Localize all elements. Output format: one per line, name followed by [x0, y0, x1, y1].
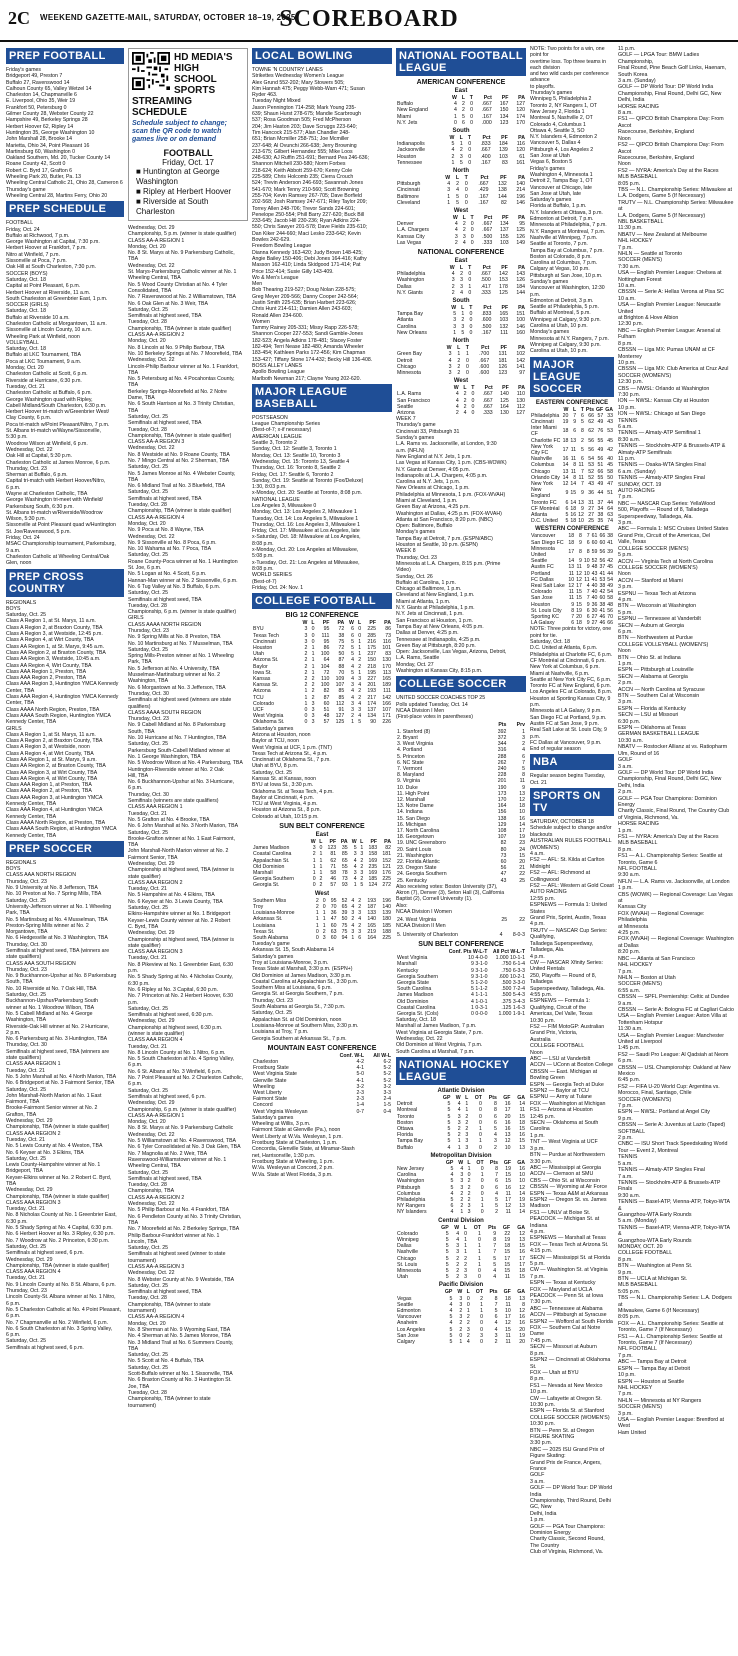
table-row: Glenville State 4-1 5-2 — [253, 1077, 391, 1084]
table-row: NY Islanders 4 1 3 0 2 11 14 — [397, 1209, 525, 1216]
qr-code-icon[interactable] — [132, 52, 170, 90]
table-row: Iowa St. 2 1 72 70 5 1 195 113 — [253, 669, 391, 676]
table-row: Marshall 1 1 58 78 3 3 169 176 — [253, 870, 391, 877]
column-6 — [618, 46, 734, 1652]
division-standings: GP W L OT Pts GF GA Colorado 5 4 0 1 9 22 12 Winnipeg 5 4 1 0 8 19 13 Dallas 5 3 1 1 7 18 15 Nashville 5 3 1 1 7 15 16 Chicago 5 2 2 1 5 17 17 St. Louis 5 2 2 1 5 15 17 Minnesota 5 2 3 0 4 15 18 Utah 5 2 3 0 4 11 15 — [397, 1224, 525, 1281]
table-row: Vancouver 18 8 7 61 66 38 — [531, 533, 613, 540]
table-row: Atlanta 3 2 0 .600 103 100 — [397, 317, 525, 324]
column-2 — [128, 46, 248, 1652]
table-row: West Virginia State 5-0 5-2 — [253, 1071, 391, 1078]
table-row: Philadelphia 4 2 0 .667 142 143 — [397, 271, 525, 278]
page-header — [0, 0, 738, 42]
section-title: MAJOR LEAGUE BASEBALL — [252, 384, 392, 412]
division-heading: East — [454, 88, 468, 94]
table-row: Tennessee 1 5 0 .167 83 161 — [397, 159, 525, 166]
table-row: 24. Georgia Southern 47 22 — [397, 871, 525, 878]
table-row: San Francisco 4 2 0 .667 125 130 — [397, 397, 525, 404]
table-row: Vegas 5 3 0 2 8 18 13 — [397, 1295, 525, 1302]
division-heading: South — [452, 298, 470, 305]
sunbelt-schedule: Tuesday's game Arkansas St. 15, South Alabama 14 Saturday's games Troy at Louisiana-Monroe, 3 p.m. Texas State at Marshall, 3:30 p.m. (ESPN+) Old Dominion at James Madison, 3:30 p.m. Coastal Carolina at Appalachian St., 3:30 p.m. Southern Miss at Louisiana, 6 p.m. Georgia St. at Georgia Southern, 7 p.m. Thursday, Oct. 23 South Alabama at Georgia St., 7:30 p.m. Saturday, Oct. 25 Appalachian St. at Old Dominion, noon Louisiana-Monroe at Southern Miss, 3:30 p.m. Louisiana at Troy, 7 p.m. Georgia Southern at Arkansas St., 7 p.m. — [252, 941, 359, 1042]
table-row: N.Y. Jets 0 6 0 .000 123 170 — [397, 119, 525, 126]
table-row: Anaheim 4 2 2 0 4 12 16 — [397, 1320, 525, 1327]
nhl-east-standings — [396, 1088, 526, 1216]
division-standings: W L T Pct PF PA Pittsburgh 4 2 0 .667 132 140 Cincinnati 3 4 0 .429 138 214 Baltimore 1 5 0 .167 144 196 Cleveland 1 5 0 .167 82 146 — [397, 175, 525, 206]
table-row: Georgia State 5 1-2-0 .500 3-3-0 — [397, 979, 525, 986]
table-row: West Liberty 2-3 3-3 — [253, 1090, 391, 1097]
prep-football-results: Friday's games Bridgeport 49, Preston 7 Buffalo 27, Ravenswood 14 Calhoun County 65, Valley Wetzel 14 Charleston 14, Chapmanville 6 E. Liverpool, Ohio 35, Weir 19 Frankfort 50, Petersburg 0 Gilmer County 28, Webster County 22 Hampshire 49, Berkeley Springs 28 Herbert Hoover 62, Ripley 14 Huntington 35, George Washington 10 John Marshall 28, Brooke 14 Marietta, Ohio 34, Point Pleasant 16 Martinsburg 60, Washington 0 Oakland Southern, Md. 20, Tucker County 14 Roane County 42, Scott 0 Robert C. Byrd 17, Grafton 6 Wheeling Park 20, Butler, Pa. 13 Wheeling Central Catholic 21, Ohio 28, Cameron 6 Thursday's game Wheeling Central 28, Martins Ferry, Ohio 20 — [6, 67, 123, 199]
table-row: Fairmont State 2-3 2-4 — [253, 1096, 391, 1103]
soccer-poll-d2: NCAA Division II Men — [396, 923, 446, 930]
table-row: San Jose 5 0 2 3 3 11 19 — [397, 1332, 525, 1339]
standings-heading: BIG 12 CONFERENCE — [285, 612, 359, 620]
table-row: Kansas St. 2 2 100 107 3 4 201 189 — [253, 682, 391, 689]
table-row: NY Rangers 6 2 3 1 5 12 13 — [397, 1203, 525, 1210]
table-row: West Virginia Wesleyan 0-7 0-4 — [253, 1108, 391, 1115]
division-standings: GP W L OT Pts GF GA New Jersey 5 4 1 0 8 19 16 Carolina 4 3 0 1 7 15 10 Washington 5 3 2 0 6 15 10 Pittsburgh 5 3 2 0 6 16 12 Columbus 4 2 2 0 4 11 14 Philadelphia 5 2 2 1 5 17 19 NY Rangers 6 2 3 1 5 12 13 NY Islanders 4 1 3 0 2 11 14 — [397, 1159, 525, 1216]
nfc-standings — [396, 258, 526, 416]
table-row: Arkansas St. 1 1 47 50 2 4 140 180 — [253, 916, 391, 923]
table-row: 6. NC State 262 7 — [397, 759, 525, 766]
division-heading: East — [454, 258, 468, 265]
table-row: Charleston 4-2 6-2 — [253, 1059, 391, 1066]
table-row: Atlanta 5 16 12 27 38 63 — [531, 512, 613, 518]
table-row: Wheeling 3-2 3-2 — [253, 1083, 391, 1090]
table-row: Chicago 13 11 7 52 66 58 — [531, 468, 613, 475]
table-row: Carolina 4 3 0 1 7 15 10 — [397, 1172, 525, 1179]
page-title: SCOREBOARD — [279, 6, 459, 32]
division-heading: Metropolitan Division — [430, 1152, 492, 1159]
table-row: Houston 2 1 86 72 5 1 175 101 — [253, 644, 391, 651]
table-row: 13. Notre Dame 164 18 — [397, 803, 525, 810]
column-1 — [6, 46, 124, 1652]
table-row: Charlotte FC 18 13 2 56 55 45 — [531, 437, 613, 444]
mls-schedule: NOTE: Three points for victory, one point for tie. Saturday, Oct. 18 D.C. United at Atlanta, 6 p.m. Philadelphia at Charlotte FC, 6 p.m. CF Montréal at Cincinnati, 6 p.m. New York at Columbus, 6 p.m. Miami at Nashville, 6 p.m. Seattle at New York City FC, 6 p.m. Toronto FC at New England, 6 p.m. Los Angeles FC at Colorado, 8 p.m. Houston at Sporting Kansas City, 9 p.m. Minnesota at LA Galaxy, 9 p.m. San Diego FC at Portland, 9 p.m. Austin FC at San Jose, 9 p.m. Real Salt Lake at St. Louis City, 9 p.m. FC Dallas at Vancouver, 9 p.m. End of regular season — [530, 626, 613, 753]
table-row: UCF 0 3 51 91 3 3 137 107 — [253, 707, 391, 713]
table-row: Montreal 5 4 1 0 8 17 11 — [397, 1107, 525, 1114]
table-row: Baylor 2 1 104 88 4 2 218 170 — [253, 663, 391, 670]
section-title: SPORTS ON TV — [530, 788, 614, 816]
section-title: MAJOR LEAGUE SOCCER — [530, 357, 614, 397]
table-row: Texas St. 0 2 63 75 3 3 219 188 — [253, 928, 391, 935]
division-heading: West — [453, 378, 469, 385]
table-row: Detroit 5 4 1 0 8 16 14 — [397, 1101, 525, 1108]
table-row: Louisiana 1 1 60 75 4 2 165 185 — [253, 922, 391, 929]
table-row: 15. San Diego 138 16 — [397, 815, 525, 822]
table-row: 24. West Virginia 25 22 — [397, 917, 525, 924]
table-row: Arizona 1 2 82 85 4 2 193 111 — [253, 688, 391, 695]
section-title: NATIONAL FOOTBALL LEAGUE — [396, 48, 526, 76]
table-row: Pittsburgh 5 3 2 0 6 16 12 — [397, 1184, 525, 1191]
table-row: Nashville 5 3 1 1 7 15 16 — [397, 1249, 525, 1256]
table-row: Minnesota United 17 8 8 59 56 39 — [531, 545, 613, 559]
table-row: 12. Marshall 170 12 — [397, 796, 525, 803]
table-row: Cincinnati 3 4 0 .429 138 214 — [397, 187, 525, 194]
section-title: COLLEGE FOOTBALL — [252, 593, 392, 609]
section-title: PREP CROSS COUNTRY — [6, 569, 124, 597]
standings-heading: SUN BELT CONFERENCE — [279, 823, 365, 831]
table-row: San Diego FC 18 9 6 60 60 41 — [531, 539, 613, 546]
table-row: 2. Bryant 372 3 — [397, 734, 525, 741]
table-row: Green Bay 3 1 1 .700 131 102 — [397, 351, 525, 358]
table-row: San Jose 11 15 7 40 60 58 — [531, 595, 613, 602]
column-4 — [396, 46, 526, 1652]
section-title: COLLEGE SOCCER — [396, 676, 526, 692]
promo-game[interactable]: ■ Huntington at George Washington — [136, 167, 220, 186]
table-row: Colorado 1 3 60 112 3 4 174 166 — [253, 700, 391, 707]
table-row: Jacksonville 4 2 0 .667 139 120 — [397, 147, 525, 154]
table-row: Colorado 11 15 7 40 42 54 — [531, 589, 613, 596]
table-row: Columbus 4 2 2 0 4 11 14 — [397, 1190, 525, 1197]
soccer-poll-intro: UNITED SOCCER COACHES TOP 25 Polls updated Tuesday, Oct. 14 NCAA Division I Men (First-place votes in parentheses) — [396, 695, 486, 721]
table-row: New England 4 2 0 .667 150 120 — [397, 107, 525, 114]
prep-schedule-text: FOOTBALL Friday, Oct. 24 Buffalo at Richwood, 7 p.m. George Washington at Capital, 7:30 p.m. Herbert Hoover at Frankfort, 7 p.m. Nitro at Winfield, 7 p.m. Sissonville at Poca, 7 p.m. Oak Hill at South Charleston, 7:30 p.m. SOCCER (BOYS) Saturday, Oct. 18 Capital at Point Pleasant, 6 p.m. Herbert Hoover at Riverside, 11 a.m. South Charleston at Greenbrier East, 1 p.m. SOCCER (GIRLS) Saturday, Oct. 18 Buffalo at Riverside 10 a.m. Charleston Catholic at Morgantown, 11 a.m. Sissonville at Lincoln County, 10 a.m. Wheeling Park at Winfield, noon VOLLEYBALL Saturday, Oct. 18 Buffalo at LKC Tournament, TBA Poca at LKC Tournament, 9 a.m. Monday, Oct. 20 Charleston Catholic at Scott, 6 p.m. Riverside at Hurricane, 6:30 p.m. Tuesday, Oct. 21 Charleston Catholic at Buffalo, 6 p.m. George Washington quad with Ripley, Cabell Midland/South Charleston, 6:30 p.m. Herbert Hoover tri-match w/Greenbrier West/ Clay County, 6 p.m. Poca tri-match w/Point Pleasant/Nitro, 7 p.m. St. Albans tri-match w/Wayne/Sissonville, 5:30 p.m. Woodrow Wilson at Winfield, 6 p.m. Wednesday, Oct. 22 Oak Hill at Capital, 5:30 p.m. Charleston Catholic at James Monroe, 6 p.m. Thursday, Oct. 23 Sherman at Buffalo, 6 p.m. Capital tri-match with Herbert Hoover/Nitro, 6 p.m. Wayne at Charleston Catholic, TBA George Washington tri-meet with Winfield/ Parkersburg South, 6:30 p.m. St. Albans tri-match w/Riverside/Woodrow Wilson, 5:30 p.m. Sissonville at Point Pleasant quad w/Huntington St. Joe/Ravenswood, 5 p.m. Friday, Oct. 24 MSAC Championship tournament, Parkersburg, 9 a.m. Charleston Catholic at Wheeling Central/Oak Glen, noon — [6, 220, 116, 567]
table-row: Colorado 5 4 0 1 9 22 12 — [397, 1230, 525, 1237]
nfl-schedule: WEEK 7 Thursday's game Cincinnati 33, Pittsburgh 31 Sunday's games L.A. Rams vs. Jacksonville, at London, 9:30 a.m. (NFLN) New England at N.Y. Jets, 1 p.m. Las Vegas at Kansas City, 1 p.m. (CBS-WOWK) N.Y. Giants at Denver, 4:05 p.m. Indianapolis at L.A. Chargers, 4:05 p.m. Carolina at N.Y. Jets, 1 p.m. New Orleans at Chicago, 1 p.m. Philadelphia at Minnesota, 1 p.m. (FOX-WVAH) Miami at Cleveland, 1 p.m. Green Bay at Arizona, 4:25 p.m. Washington at Dallas, 4:25 p.m. (FOX-WVAH) Atlanta at San Francisco, 8:20 p.m. (NBC) Open: Baltimore, Buffalo Monday's games Tampa Bay at Detroit, 7 p.m. (ESPN/ABC) Houston at Seattle, 10 p.m. (ESPN) WEEK 8 Thursday, Oct. 23 Minnesota at L.A. Chargers, 8:15 p.m. (Prime Video) Sunday, Oct. 26 Buffalo at Carolina, 1 p.m. Chicago at Baltimore, 1 p.m. Cleveland at New England, 1 p.m. Miami at Atlanta, 1 p.m. N.Y. Giants at Philadelphia, 1 p.m. N.Y. Jets at Cincinnati, 1 p.m. San Francisco at Houston, 1 p.m. Tampa Bay at New Orleans, 4:05 p.m. Dallas at Denver, 4:25 p.m. Tennessee at Indianapolis, 4:25 p.m. Green Bay at Pittsburgh, 8:20 p.m. Open: Jacksonville, Las Vegas, Arizona, Detroit, L.A. Rams, Seattle Monday, Oct. 27 Washington at Kansas City, 8:15 p.m. — [396, 416, 507, 674]
sunbelt-east-standings: W L PF PA W L PF PA James Madison 3 0 123 35 5 1 183 82 Coastal Carolina 2 1 81 85 3 3 158 181 Appalachian St. 1 1 62 65 4 2 169 152 Old Dominion 1 1 71 55 4 2 235 121 Marshall 1 1 58 78 3 3 169 176 Georgia Southern 0 2 46 73 4 2 185 225 Georgia St. 0 2 57 93 1 5 124 272 — [253, 839, 391, 889]
table-row: Chicago 3 2 0 .600 126 141 — [397, 363, 525, 370]
table-row: James Madison 3 0 123 35 5 1 183 82 — [253, 845, 391, 852]
table-row: Concord 1-4 1-5 — [253, 1102, 391, 1109]
table-row: Seattle 14 9 10 52 56 42 — [531, 558, 613, 565]
table-row: Georgia St. 0 2 57 93 1 5 124 272 — [253, 882, 391, 889]
table-row: West Virginia 0 3 48 127 2 4 134 171 — [253, 713, 391, 720]
table-row: Boston 5 3 2 0 6 16 18 — [397, 1119, 525, 1126]
division-standings: W L T Pct PF PA Tampa Bay 5 1 0 .833 165 151 Atlanta 3 2 0 .600 103 100 Carolina 3 3 0 .500 132 146 New Orleans 1 5 0 .167 111 160 — [397, 305, 525, 336]
dateline: WEEKEND GAZETTE-MAIL, SATURDAY, OCTOBER 18–19, 2025 — [40, 13, 296, 22]
table-row: Minnesota 3 2 0 .600 123 97 — [397, 369, 525, 376]
division-heading: Central Division — [438, 1217, 484, 1224]
table-row: L.A. Rams 4 2 0 .667 140 110 — [397, 391, 525, 398]
column-5 — [530, 46, 614, 1652]
soccer-poll-table: Pts Prv 1. Stanford (8) 392 1 2. Bryant 372 3 3. West Virginia 344 2 4. Portland 316 4 5. Princeton 288 6 6. NC State 262 7 7. Vermont 240 5 8. Maryland 228 8 9. Virginia 201 11 10. Duke 190 9 11. High Point 173 13 12. Marshall 170 12 13. Notre Dame 164 18 14. Indiana 156 10 15. San Diego 138 16 16. Michigan 129 14 17. North Carolina 108 17 18. Georgetown 107 19 19. UNC Greensboro 82 23 20. Saint Louis 80 24 21. Washington 73 15 22. Florida Atlantic 60 20 23. Oregon State 56 21 24. Georgia Southern 47 22 25. Kentucky 43 25 — [397, 722, 525, 884]
division-heading: North — [453, 338, 469, 345]
table-row: Cleveland 1 5 0 .167 82 146 — [397, 199, 525, 206]
section-title: PREP FOOTBALL — [6, 48, 124, 64]
table-row: Philadelphia 20 7 6 66 57 33 — [531, 412, 613, 419]
section-title: LOCAL BOWLING — [252, 48, 392, 64]
big12-standings: W L PF PA W L PF PA BYU 3 0 95 72 6 0 225 86 Texas Tech 3 0 111 38 6 0 285 73 Cincinnati 3 0 95 75 5 1 216 116 Houston 2 1 86 72 5 1 175 101 Utah 2 1 100 50 5 1 237 83 Arizona St. 2 1 64 87 4 2 150 130 Baylor 2 1 104 88 4 2 218 170 Iowa St. 2 1 72 70 5 1 195 113 Kansas 2 2 110 109 4 3 227 165 Kansas St. 2 2 100 107 3 4 201 189 Arizona 1 2 82 85 4 2 193 111 TCU 1 2 87 85 4 2 217 142 Colorado 1 3 60 112 3 4 174 166 UCF 0 3 51 91 3 3 137 107 West Virginia 0 3 48 127 2 4 134 171 Oklahoma St. 0 3 57 125 1 5 90 226 — [253, 620, 391, 726]
table-row: Washington 5 3 2 0 6 15 10 — [397, 1178, 525, 1185]
division-standings: W L T Pct PF PA Indianapolis 5 1 0 .833 184 116 Jacksonville 4 2 0 .667 139 120 Houston 2 3 0 .400 103 61 Tennessee 1 5 0 .167 83 161 — [397, 135, 525, 166]
table-row: Ottawa 5 2 2 1 5 16 15 — [397, 1125, 525, 1132]
table-row: West Virginia 10 4-0-0 1.000 10-1-1 — [397, 955, 525, 962]
table-row: Denver 4 2 0 .667 134 95 — [397, 221, 525, 228]
table-row: Florida 5 2 3 0 4 13 16 — [397, 1132, 525, 1139]
table-row: 5. University of Charleston 4 8-0-3 — [397, 931, 525, 938]
table-row: Toronto FC 6 14 13 31 37 44 — [531, 499, 613, 506]
table-row: Old Dominion 1 1 71 55 4 2 235 121 — [253, 863, 391, 870]
table-row: N.Y. Giants 2 4 0 .333 125 144 — [397, 289, 525, 296]
mls-west-standings — [530, 533, 614, 626]
table-row: Tampa Bay 5 1 0 .833 165 151 — [397, 311, 525, 318]
mlb-postseason-text: POSTSEASON League Championship Series (Best-of-7; x-if necessary) AMERICAN LEAGUE Seattle 3, Toronto 2 Sunday, Oct. 12: Seattle 3, Toronto 1 Monday, Oct. 13: Seattle 10, Toronto 3 Wednesday, Oct. 15: Toronto 13, Seattle 4 Thursday, Oct. 16: Toronto 8, Seattle 2 Friday, Oct. 17: Seattle 6, Toronto 2 Sunday, Oct. 19: Seattle at Toronto (Fox/Deluxe) 1:30, 8:03 p.m. x-Monday, Oct. 20: Seattle at Toronto, 8:08 p.m. NATIONAL LEAGUE Los Angeles 3, Milwaukee 0 Monday, Oct. 13: Los Angeles 2, Milwaukee 1 Tuesday, Oct. 14: Los Angeles 5, Milwaukee 1 Thursday, Oct. 16: Los Angeles 3, Milwaukee 1 Friday, Oct. 17: Milwaukee at Los Angeles, late x-Saturday, Oct. 18: Milwaukee at Los Angeles, 8:08 p.m. x-Monday, Oct. 20: Los Angeles at Milwaukee, 5:08 p.m. x-Tuesday, Oct. 21: Los Angeles at Milwaukee, 8:08 p.m. WORLD SERIES (Best-of-7) Friday, Oct. 24: Nov. 1 — [252, 414, 364, 591]
table-row: 1. Stanford (8) 392 1 — [397, 728, 525, 735]
columns — [0, 46, 738, 1652]
table-row: Toronto 5 3 2 0 6 20 15 — [397, 1113, 525, 1120]
table-row: Pittsburgh 4 2 0 .667 132 140 — [397, 181, 525, 188]
table-row: Oklahoma St. 0 3 57 125 1 5 90 226 — [253, 719, 391, 726]
table-row: Austin FC 13 11 9 48 37 45 — [531, 564, 613, 571]
table-row: 7. Vermont 240 5 — [397, 765, 525, 772]
table-row: Seattle 4 3 0 1 7 11 8 — [397, 1301, 525, 1308]
table-row: Seattle 4 2 0 .667 164 112 — [397, 403, 525, 410]
table-row: Baltimore 1 5 0 .167 144 196 — [397, 193, 525, 200]
division-heading: South — [452, 128, 470, 135]
table-row: Utah 5 2 3 0 4 11 15 — [397, 1274, 525, 1281]
table-row: 18. Georgetown 107 19 — [397, 834, 525, 841]
division-heading: Pacific Division — [438, 1282, 484, 1289]
section-title: PREP SOCCER — [6, 841, 124, 857]
table-row: Arizona St. 2 1 64 87 4 2 150 130 — [253, 657, 391, 664]
table-row: 10. Duke 190 9 — [397, 784, 525, 791]
table-row: Georgia Southern 9 3-1-0 .600 10-2-1 — [397, 973, 525, 980]
local-bowling-text: TOWNE 'N COUNTRY LANES Strikettes Wednesday Women's League Alex Grund 552-202; Mary Stowers 505; Kim Hannah 475; Peggy Webb-Warn 471; Susan Ryder 463. Tuesday Night Mixed Jason Pennington 714-258; Mark Young 235- 639; Shaun Hurst 278-675; Mandie Scarbrough 537; Rosa Goodman 505; Fred McPherson 204; Jim Haston 203; Dave Scruggs 223-640; Tim Hancock 215-577; Alan Chandler 248- 651; Brian Mcmiller 258-751; Joe Mcmiller 237-648; Al Ovunchi 266-638; Jerry Browning 213-675; Gilbert Hernandez 555; Mike Loos 248-630; AJ Ruffin 251-691; Bernard Pea 246-636; Shannon Mitchell 230-580; Norm Forbes 218-624; Keith Abbott 259-670; Kenny Cole 225-589; Chris Holcomb 235; Cierra Crouch 524; Trevin Anderson 246-693; Savannah Jones 541-670; Mark Tenny 210-560; Scott Browning 255-704; Kevin Ramsey 267-705; Dave Borfield 202-568; Josh Ramsey 247-671; Riley Taylor 209; Torrey Allen 248-706; Trevor Sands 224-601; Penelope 250-554; Phill Barry 227-620; Buck Bill 233-645; Jacob Hill 230-236; Ryan Adkins 224- 550; Chris Sawyer 201-578; Dave Fields 235-610; Dan Kiker 244-660; Maci Lesko 233-642; Kevin Bowles 242-629. Freedom Bowling League Dianna Kennedy 163-420; Judy Brown 148-425; Angie Bailey 150-406; Debi Jones 164-416; Kathy Masson 162-410; Linda Skidgood 171-414; Pat Price 152-414; Susie Gilly 143-409. Wo & Men's League Men Bob Thearing 219-527; Doug Nolan 228-575; Greg Meyer 209-566; Danny Cooper 242-564; Justin Smith 225-635; Brian Harbert 223-626; Chris Hunt 214-611; Damien Allen 243-603; Ronald Allen 234-600. Women Tammy Rainey 205-331; Missy Rapp 226-578; Shannon Cooper 227-553; Sandi Gamble-Jones 182-523; Angela Adkins 178-481; Stacey Foster 182-494; Terri Nease 182-480; Amanda Wheeler 183-454; Kathleen Parks 172-456; Kim Chapman 153-427; Tiffany Stone 174-432; Becky Hill 136-408. BOSS ALLEY LANES Apollo Bowling League Marlboth Newman 217; Clayne Young 202-620. — [252, 67, 373, 382]
table-row: New England 9 15 9 36 44 51 — [531, 487, 613, 500]
division-standings: GP W L OT Pts GF GA Vegas 5 3 0 2 8 18 13 Seattle 4 3 0 1 7 11 8 Edmonton 4 2 1 1 5 10 12 Vancouver 5 3 2 0 6 17 16 Anaheim 4 2 2 0 4 12 16 Los Angeles 5 2 3 0 4 15 20 San Jose 5 0 2 3 3 11 19 Calgary 5 1 4 0 2 11 20 — [397, 1289, 525, 1346]
table-row: Real Salt Lake 12 17 4 40 38 49 — [531, 583, 613, 590]
table-row: Los Angeles 5 2 3 0 4 15 20 — [397, 1326, 525, 1333]
table-row: 19. UNC Greensboro 82 23 — [397, 840, 525, 847]
table-row: Columbus 14 8 11 53 51 45 — [531, 462, 613, 469]
table-row: Carolina 3 3 0 .500 132 146 — [397, 323, 525, 330]
college-soccer-schedule: Saturday, Oct. 18 Marshall at James Madison, 7 p.m. West Virginia at Georgia State, 7 p.m. Wednesday, Oct. 22 Old Dominion at West Virginia, 7 p.m. South Carolina at Marshall, 7 p.m. — [396, 1017, 483, 1055]
standings-heading: MOUNTAIN EAST CONFERENCE — [267, 1044, 377, 1052]
division-standings: W L T Pct PF PA L.A. Rams 4 2 0 .667 140 110 San Francisco 4 2 0 .667 125 130 Seattle 4 2 0 .667 164 112 Arizona 2 4 0 .333 130 127 — [397, 385, 525, 416]
promo-game[interactable]: ■ Riverside at South Charleston — [136, 197, 209, 216]
table-row: Sporting KC 7 20 6 27 46 70 — [531, 614, 613, 621]
table-row: James Madison 4 1-1-1 .500 5-4-3 — [397, 992, 525, 999]
table-row: Edmonton 4 2 1 1 5 10 12 — [397, 1308, 525, 1315]
table-row: Winnipeg 5 4 1 0 8 19 13 — [397, 1237, 525, 1244]
table-row: 11. High Point 173 13 — [397, 790, 525, 797]
soccer-poll-d2-table — [396, 932, 526, 938]
table-row: Orlando City 14 8 11 52 55 50 — [531, 474, 613, 481]
table-row: Georgia Southern 0 2 46 73 4 2 185 225 — [253, 876, 391, 883]
standings-heading: SUN BELT CONFERENCE — [418, 940, 504, 948]
table-row: 21. Washington 73 15 — [397, 852, 525, 859]
conference-heading: AMERICAN CONFERENCE — [416, 79, 506, 86]
table-row: Philadelphia 5 2 2 1 5 17 19 — [397, 1197, 525, 1204]
prep-cross-country-text: REGIONALS BOYS Saturday, Oct. 25 Class A Region 1, at St. Marys, 11 a.m. Class A Region 2, at Braxton County, TBA Class A Region 3, at Westside, 12:45 p.m. Class A Region 4, at Wirt County, TBA Class AA Region 1, at St. Marys, 9:45 a.m. Class AA Region 2, at Braxton County, TBA Class AA Region 3, Westside, 10:45 a.m. Class AA Region 4, Wirt County, TBA Class AAA Region 1, Preston, TBA Class AAA Region 2, Preston, TBA Class AAA Region 3, Huntington YMCA Kennedy Center, TBA Class AAA Region 4, Huntington YMCA Kennedy Center, TBA Class AAAA North Region, Preston, TBA Class AAAA South Region, Huntington YMCA Kennedy Center, TBA GIRLS Class A Region 1, at St. Marys, 11 a.m. Class A Region 2, at Braxton County, TBA Class A Region 3, at Westside, noon Class A Region 4, at Wirt County, TBA Class AA Region 1, at St. Marys, 9 a.m. Class AA Region 2, at Braxton County, TBA Class AA Region 3, at Wirt County, TBA Class AA Region 4, at Wirt County, TBA Class AAA Region 1, at Preston, TBA Class AAA Region 2, at Preston, TBA Class AAA Region 3, at Huntington YMCA Kennedy Center, TBA Class AAA Region 4, at Huntington YMCA Kennedy Center, TBA Class AAAA North Region, at Preston, TBA Class AAAA South Region, at Huntington YMCA Kennedy Center, TBA — [6, 599, 119, 839]
prep-soccer-continued: Wednesday, Oct. 29 Championship, 5 p.m. (winner is state qualifier) CLASS AA-A REGION 1 Monday, Oct. 20 No. 8 St. Marys at No. 9 Parkersburg Catholic, TBA Wednesday, Oct. 22 St. Marys-Parkersburg Catholic winner at No. 1 Wheeling Central, TBA No. 5 Wood County Christian at No. 4 Tyler Consolidated, TBA No. 7 Ravenswood at No. 2 Williamstown, TBA No. 6 Oak Glen at No. 3 Weir, TBA Saturday, Oct. 25 Semifinals at highest seed, TBA Tuesday, Oct. 28 Championship, TBA (winner is state qualifier) CLASS AA-A REGION 2 Monday, Oct. 20 No. 8 Lincoln at No. 9 Philip Barbour, TBA No. 10 Berkeley Springs at No. 7 Moorefield, TBA Wednesday, Oct. 22 Lincoln-Philip Barbour winner at No. 1 Frankfort, TBA No. 5 Petersburg at No. 4 Pocahontas County, TBA Berkeley Springs-Moorefield at No. 2 Notre Dame, TBA No. 6 South Harrison at No. 3 Trinity Christian, TBA Saturday, Oct. 25 Semifinals at highest seed, TBA Tuesday, Oct. 28 Championship, TBA (winner is state qualifier) CLASS AA-A REGION 3 Wednesday, Oct. 22 No. 8 Westside at No. 9 Roane County, TBA No. 7 Mingo Central at No. 2 Sherman, TBA Saturday, Oct. 25 No. 5 James Monroe at No. 4 Webster County, TBA No. 6 Midland Trail at No. 3 Bluefield, TBA Saturday, Oct. 25 Semifinals at highest seed, TBA Tuesday, Oct. 28 Championship, TBA (winner is state qualifier) CLASS AA-A REGION 4 Monday, Oct. 20 No. 9 Poca at No. 8 Wayne, TBA Wednesday, Oct. 22 No. 9 Sissonville at No. 8 Poca, 6 p.m. No. 10 Wahama at No. 7 Poca, TBA Saturday, Oct. 25 Roane County-Poca winner at No. 1 Huntington St. Joe, 6 p.m. No. 5 Logan at No. 4 Scott, 6 p.m. Hannan-Man winner at No. 2 Sissonville, 6 p.m. No. 6 Tug Valley at No. 3 Buffalo, 6 p.m. Saturday, Oct. 25 Semifinals at highest seed, TBA Tuesday, Oct. 28 Championship, 6 p.m. (winner is state qualifier) GIRLS CLASS AAAA NORTH REGION Thursday, Oct. 23 No. 9 Spring Mills at No. 8 Preston, TBA No. 10 Martinsburg at No. 7 Musselman, TBA Saturday, Oct. 25 Spring Mills-Preston winner at No. 1 Wheeling Park, TBA No. 5 Jefferson at No. 4 University, TBA Musselman-Martinsburg winner at No. 2 Washington, TBA No. 6 Morgantown at No. 3 Jefferson, TBA Thursday, Oct. 30 Semifinals at highest seed (winners are state qualifiers) CLASS AAAA SOUTH REGION Thursday, Oct. 23 No. 9 Cabell Midland at No. 8 Parkersburg South, TBA No. 10 Hurricane at No. 7 Huntington, TBA Saturday, Oct. 25 Parkersburg South-Cabell Midland winner at No. 1 George Washington, TBA No. 5 Woodrow Wilson at No. 4 Parkersburg, TBA Huntington-Riverside winner at No. 2 Oak Hill, TBA No. 6 Buckhannon-Upshur at No. 3 Hurricane, 6 p.m. Thursday, Oct. 30 Semifinals (winners are state qualifiers) CLASS AAA REGION 1 Tuesday, Oct. 21 No. 5 Grafton at No. 4 Brooke, TBA No. 6 John Marshall at No. 3 North Marion, TBA Saturday, Oct. 25 Brooke-Grafton winner at No. 1 East Fairmont, TBA John Marshall-North Marion winner at No. 2 Fairmont Senior, TBA Wednesday, Oct. 29 Championship at highest seed, TBA (winner is state qualifier) CLASS AAA REGION 2 Tuesday, Oct. 21 No. 5 Hampshire at No. 4 Elkins, TBA No. 6 Keyser at No. 3 Lewis County, TBA Saturday, Oct. 25 Elkins-Hampshire winner at No. 1 Bridgeport Keyser-Lewis County winner at No. 2 Robert C. Byrd, TBA Wednesday, Oct. 29 Championship at highest seed, TBA (winner is state qualifier) CLASS AAA REGION 3 Tuesday, Oct. 21 No. 8 Pikeview at No. 1 Greenbrier East, 6:30 p.m. No. 5 Shady Spring at No. 4 Nicholas County, 6:30 p.m. No. 6 Ripley at No. 3 Capital, 6:30 p.m. No. 7 Princeton at No. 2 Herbert Hoover, 6:30 p.m. Saturday, Oct. 25 Semifinals at highest seed, 6:30 p.m. Wednesday, Oct. 29 Championship at highest seed, 6:30 p.m. (winner is state qualifier) CLASS AAA REGION 4 Tuesday, Oct. 21 No. 8 Lincoln County at No. 1 Nitro, 6 p.m. No. 5 South Charleston at No. 4 Spring Valley, 6 p.m. No. 6 St. Albans at No. 3 Winfield, 6 p.m. No. 7 Point Pleasant at No. 2 Charleston Catholic, 6 p.m. Saturday, Oct. 25 Semifinals at highest seed, 6 p.m. Wednesday, Oct. 29 Championship, 6 p.m. (winner is state qualifier) CLASS AA-A REGION 1 Monday, Oct. 20 No. 8 St. Marys at No. 9 Parkersburg Catholic Wednesday, Oct. 22 No. 5 Williamstown at No. 4 Ravenswood, TBA No. 6 Tyler Consolidated at No. 3 Oak Glen, TBA No. 7 Magnolia at No. 2 Weir, TBA Ravenswood-Williamstown winner at No. 1 Wheeling Central, TBA Saturday, Oct. 25 Semifinals at highest seed, TBA Tuesday, Oct. 28 Championship, TBA CLASS AA-A REGION 2 Wednesday, Oct. 22 No. 5 Philip Barbour at No. 4 Frankfort, TBA No. 6 Pendleton County at No. 3 Trinity Christian, TBA No. 7 Moorefield at No. 2 Berkeley Springs, TBA Philip Barbour-Frankfort winner at No. 1 Lincoln, TBA Saturday, Oct. 25 Semifinals at highest seed (winner to state tournament) CLASS AA-A REGION 3 Wednesday, Oct. 22 No. 8 Webster County at No. 9 Westside, TBA Saturday, Oct. 25 Semifinals at highest seed, TBA Tuesday, Oct. 28 Championship, TBA (winner to state tournament) CLASS AA-A REGION 4 Monday, Oct. 20 No. 8 Sherman at No. 9 Wyoming East, TBA No. 4 Sherman at No. 5 James Monroe, TBA No. 3 Midland Trail at No. 6 Summers County, TBA Saturday, Oct. 25 No. 5 Scott at No. 4 Buffalo, TBA Saturday, Oct. 25 Scott-Buffalo winner at No. 1 Sissonville, TBA No. 6 Braxton County at No. 3 Huntington St. Joe, TBA Tuesday, Oct. 28 Championship, TBA (winner to state tournament) — [128, 225, 244, 1409]
mec-schedule: Saturday's games Wheeling at Willis, 3 p.m. Fairmont State at Glenville (Pa.), noon West Liberty at W.Va. Wesleyan, 1 p.m. Frostburg State at Charleston, 1 p.m. Concordia, Glenville State, at Miramar-Stash net, Harrisonville, 1:30 p.m. Frostburg State at Wheeling, 1 p.m. W.Va. Wesleyan at Concord, 2 p.m. W.Va. State at West Florida, 3 p.m. — [252, 1114, 355, 1178]
division-heading: North — [453, 168, 469, 175]
page-number: 2C — [8, 8, 30, 28]
division-standings: W L T Pct PF PA Philadelphia 4 2 0 .667 142 143 Washington 3 3 0 .500 153 126 Dallas 2 3 1 .417 178 184 N.Y. Giants 2 4 0 .333 125 144 — [397, 265, 525, 296]
table-row: 4. Portland 316 4 — [397, 747, 525, 754]
table-row: 16. Michigan 129 14 — [397, 821, 525, 828]
table-row: Detroit 4 2 0 .667 181 142 — [397, 357, 525, 364]
conference-heading: NATIONAL CONFERENCE — [417, 249, 505, 257]
sunbelt-soccer-standings: Conf. Pts W-L-T All Pct W-L-T West Virginia 10 4-0-0 1.000 10-1-1 Marshall 9 3-1-0 .750 6-1-4 Kentucky 9 3-1-0 .750 6-3-3 Georgia Southern 9 3-1-0 .600 10-2-1 Georgia State 5 1-2-0 .500 3-3-0 South Carolina 5 1-1-2 .500 7-2-4 James Madison 4 1-1-1 .500 5-4-3 Old Dominion 4 1-0-1 .375 3-4-3 Coastal Carolina 1 0-3-1 .125 1-6-3 Georgia St. (Cols) 0 0-0-0 1.000 1-9-1 — [397, 948, 525, 1017]
table-row: CF Montréal 6 18 9 27 34 64 — [531, 505, 613, 512]
table-row: 9. Virginia 201 11 — [397, 778, 525, 785]
promo-heading: FOOTBALL — [163, 148, 213, 158]
division-standings: W L T Pct PF PA Green Bay 3 1 1 .700 131 102 Detroit 4 2 0 .667 181 142 Chicago 3 2 0 .600 126 141 Minnesota 3 2 0 .600 123 97 — [397, 345, 525, 376]
table-row: 8. Maryland 228 8 — [397, 772, 525, 779]
table-row: Utah 2 1 100 50 5 1 237 83 — [253, 651, 391, 658]
promo-subtitle: Schedule subject to change; scan the QR code to watch games live or on demand — [132, 120, 227, 143]
afc-standings — [396, 88, 526, 246]
table-row: Las Vegas 2 4 0 .333 103 149 — [397, 239, 525, 246]
table-row: Tampa Bay 5 1 3 1 3 12 15 — [397, 1138, 525, 1145]
table-row: Dallas 5 3 1 1 7 18 15 — [397, 1243, 525, 1250]
table-row: Cincinnati 3 0 95 75 5 1 216 116 — [253, 638, 391, 645]
table-row: FC Dallas 10 12 11 41 53 54 — [531, 576, 613, 583]
table-row: South Carolina 5 1-1-2 .500 7-2-4 — [397, 986, 525, 993]
mec-standings: Conf. W-L All W-L Charleston 4-2 6-2 Frostburg State 4-1 5-2 West Virginia State 5-0 5-2 Glenville State 4-1 5-2 Wheeling 3-2 3-2 West Liberty 2-3 3-3 Fairmont State 2-3 2-4 Concord 1-4 1-5 West Virginia Wesleyan 0-7 0-4 — [253, 1052, 391, 1115]
table-row: Louisiana-Monroe 1 1 36 39 3 3 133 139 — [253, 910, 391, 917]
big12-schedule: Saturday's games Arizona at Houston, noon Baylor at TCU, noon West Virginia at UCF, 1 p.m. (TNT) Texas Tech at Arizona St., 4 p.m. Cincinnati at Oklahoma St., 7 p.m. Utah at BYU, 8 p.m. Saturday, Oct. 25 Kansas St. at Kansas, noon BYU at Iowa St., 3:30 p.m. Oklahoma St. at Texas Tech, 4 p.m. Baylor at Cincinnati, 4 p.m. TCU at West Virginia, 4 p.m. Houston at Arizona St., 8 p.m. Colorado at Utah, 10:15 p.m. — [252, 725, 334, 820]
table-row: Marshall 9 3-1-0 .750 6-1-4 — [397, 961, 525, 968]
table-row: TCU 1 2 87 85 4 2 217 142 — [253, 694, 391, 701]
table-row: Miami 1 5 0 .167 134 174 — [397, 113, 525, 120]
table-row: Indianapolis 5 1 0 .833 184 116 — [397, 141, 525, 148]
promo-date: Friday, Oct. 17 — [162, 158, 214, 167]
table-row: Coastal Carolina 1 0-3-1 .125 1-6-3 — [397, 1004, 525, 1011]
section-title: NATIONAL HOCKEY LEAGUE — [396, 1057, 526, 1085]
division-standings: W L T Pct PF PA Buffalo 4 2 0 .667 167 127 New England 4 2 0 .667 150 120 Miami 1 5 0 .167 134 174 N.Y. Jets 0 6 0 .000 123 170 — [397, 95, 525, 126]
table-row: Southern Miss 2 0 95 52 4 2 193 196 — [253, 897, 391, 904]
division-heading: West — [453, 208, 469, 215]
promo-title: HD MEDIA'S HIGH SCHOOL SPORTS STREAMING SCHEDULE — [132, 52, 233, 118]
table-row: Dallas 2 3 1 .417 178 184 — [397, 283, 525, 290]
section-title: PREP SCHEDULE — [6, 201, 124, 217]
table-row: New York City FC 17 11 5 56 49 42 — [531, 443, 613, 456]
soccer-poll-notes: Also receiving votes: Boston University (37), Akron (7), Denver (3), Seton Hall (3), California Baptist (2), Cornell University (1). Also: NCAA Division I Women — [396, 883, 505, 915]
table-row: Troy 2 0 70 65 4 2 187 140 — [253, 903, 391, 910]
table-row: St. Louis City 8 19 6 30 41 56 — [531, 607, 613, 614]
table-row: 22. Florida Atlantic 60 20 — [397, 858, 525, 865]
conference-heading: WESTERN CONFERENCE — [535, 526, 609, 533]
table-row: Houston 2 3 0 .400 103 61 — [397, 153, 525, 160]
table-row: Old Dominion 4 1-0-1 .375 3-4-3 — [397, 998, 525, 1005]
streaming-promo — [128, 48, 248, 221]
table-row: D.C. United 5 18 10 25 35 74 — [531, 518, 613, 525]
table-row: Appalachian St. 1 1 62 65 4 2 169 152 — [253, 857, 391, 864]
table-row: Kansas City 3 3 0 .500 155 126 — [397, 233, 525, 240]
sunbelt-west-standings — [252, 898, 392, 941]
division-standings: GP W L OT Pts GF GA Detroit 5 4 1 0 8 16 14 Montreal 5 4 1 0 8 17 11 Toronto 5 3 2 0 6 20 15 Boston 5 3 2 0 6 16 18 Ottawa 5 2 2 1 5 16 15 Florida 5 2 3 0 4 13 16 Tampa Bay 5 1 3 1 3 12 15 Buffalo 4 1 3 0 2 10 13 — [397, 1094, 525, 1151]
table-row: 23. Oregon State 56 21 — [397, 865, 525, 872]
nba-note: Regular season begins Tuesday, Oct. 21 — [530, 773, 607, 786]
table-row: LA Galaxy 6 18 9 27 46 66 — [531, 620, 613, 627]
table-row: St. Louis 5 2 2 1 5 15 17 — [397, 1261, 525, 1268]
table-row: Georgia St. (Cols) 0 0-0-0 1.000 1-9-1 — [397, 1010, 525, 1017]
table-row: Frostburg State 4-1 5-2 — [253, 1065, 391, 1072]
table-row: BYU 3 0 95 72 6 0 225 86 — [253, 626, 391, 633]
table-row: New York 12 14 7 43 49 47 — [531, 480, 613, 487]
table-row: Washington 3 3 0 .500 153 126 — [397, 277, 525, 284]
table-row: L.A. Chargers 4 2 0 .667 137 125 — [397, 227, 525, 234]
sports-tv-listings-continued: 11 p.m. GOLF — LPGA Tour: BMW Ladies Championship, Final Round, Pine Beach Golf Links, Haenam, South Korea 3 a.m. (Sunday) GOLF — DP World Tour: DP World India Championship, Final Round, Delhi GC, New Delhi, India HORSE RACING 8 a.m. FS1 — QIPCO British Champions Day: From Ascot Racecourse, Berkshire, England Noon FS2 — QIPCO British Champions Day: From Ascot Racecourse, Berkshire, England Noon FS2 — NYRA: America's Day at the Races MLB BASEBALL 8:05 p.m. TBS — N.L. Championship Series: Milwaukee at L.A. Dodgers, Game 5 (If Necessary) TRUTV — N.L. Championship Series: Milwaukee at L.A. Dodgers, Game 5 (If Necessary) NBL BASKETBALL 11:30 p.m. NBATV — New Zealand at Melbourne NHL HOCKEY 7 p.m. NHLN — Seattle at Toronto SOCCER (MEN'S) 7:30 a.m. USA — English Premier League: Chelsea at Nottingham Forest 10 a.m. CBSSN — Serie A: Hellas Verona at Pisa SC 10 a.m. USA — English Premier League: Newcastle United at Brighton & Hove Albion 12:30 p.m. NBC — English Premier League: Arsenal at Fulham 8 p.m. CBSSN — Liga MX: Pumas UNAM at CF Monterrey 10 p.m. CBSSN — Liga MX: Club America at Cruz Azul SOCCER (WOMEN'S) 12:30 p.m. CBS — NWSL: Orlando at Washington 7:30 p.m. ION — NWSL: Kansas City at Houston 10 p.m. ION — NWSL: Chicago at San Diego TENNIS 6 a.m. TENNIS — Almaty-ATP Semifinal 1 8:30 a.m. TENNIS — Stockholm-ATP & Brussels-ATP & Almaty-ATP Semifinals 11 p.m. TENNIS — Osaka-WTA Singles Final 6 a.m. (Sunday) TENNIS — Almaty-ATP Singles Final SUNDAY, OCT. 19 AUTO RACING 7 p.m. NBC — NASCAR Cup Series: YellaWood 500, Playoffs — Round of 8, Talladega Superspeedway, Talladega, Ala. 3 p.m. ABC — Formula 1: MSC Cruises United States Grand Prix, Circuit of the Americas, Del Valle, Texas COLLEGE SOCCER (MEN'S) 5 p.m. ACCN — Virginia Tech at North Carolina COLLEGE SOCCER (WOMEN'S) Noon ACCN — Stanford at Miami 3 p.m. ESPNU — Texas Tech at Arizona 4 p.m. BTN — Wisconsin at Washington 5 p.m. ESPNU — Tennessee at Vanderbilt SECN — Auburn at Georgia 6 p.m. BTN — Northwestern at Purdue COLLEGE VOLLEYBALL (WOMEN'S) Noon BTN — Ohio St. at Indiana 1 p.m. ESPN — Pittsburgh at Louisville SECN — Alabama at Georgia 2 p.m. ACCN — North Carolina at Syracuse BTN — Southern Cal at Wisconsin 3 p.m. ESPN — Florida at Kentucky SECN — LSU at Missouri 6:30 p.m. ESPN — Oklahoma at Texas GERMAN BASKETBALL LEAGUE 10:30 a.m. NBATV — Rostocker Allianz at vs. Ratiopharm Ulm, Round of 16 GOLF 3 a.m. GOLF — DP World Tour: DP World India Championship, Final Round, Delhi GC, New Delhi, India 2 p.m. GOLF — PGA Tour Champions: Dominion Energy Charity Classic, Final Round, The Country Club of Virginia, Richmond, Va. HORSE RACING 1 p.m. FS1 — NYRA: America's Day at the Races MLB BASEBALL 8 p.m. FS1 — A.L. Championship Series: Seattle at Toronto, Game 6 NFL FOOTBALL 9:30 a.m. NFLN — L.A. Rams vs. Jacksonville, at London 1 p.m. CBS (WOWK) — Regional Coverage: Las Vegas at Kansas City FOX (WVAH) — Regional Coverage: Philadelphia at Minnesota 4:25 p.m. FOX (WVAH) — Regional Coverage: Washington at Dallas 8:20 p.m. NBC — Atlanta at San Francisco NHL HOCKEY 7 p.m. NHLN — Boston at Utah SOCCER (MEN'S) 6:55 a.m. CBSSN — SPFL Premiership: Celtic at Dundee 9 a.m. CBSSN — Serie A: Bologna FC at Cagliari Calcio USA — English Premier League: Aston Villa at Tottenham Hotspur 11:30 a.m. USA — English Premier League: Manchester United at Liverpool 1:45 p.m. FS2 — Saudi Pro League: Al Qadsiah at Neom 6 p.m. CBSSN — USL Championship: Oakland at New Mexico 6:45 p.m. FS2 — FIFA U-20 World Cup: Argentina vs. Morocco, Final, Santiago, Chile SOCCER (WOMEN'S) 7 p.m. ESPN — NWSL: Portland at Angel City 9 p.m. CBSSN — Serie A: Juventus at Lazio (Taped) SOFTBALL 2 p.m. CNBC — ISU Short Track Speedskating World Tour — Event 2, Montreal TENNIS 5 a.m. TENNIS — Almaty-ATP Singles Final 7 a.m. TENNIS — Stockholm-ATP & Brussels-ATP Finals 9:30 a.m. TENNIS — Basel-ATP, Vienna-ATP, Tokyo-WTA & Guangzhou-WTA Early Rounds 5 a.m. (Monday) TENNIS — Basel-ATP, Vienna-ATP, Tokyo-WTA & Guangzhou-WTA Early Rounds MONDAY, OCT. 20 COLLEGE FOOTBALL 8 p.m. BTN — Washington at Penn St. 9 p.m. BTN — UCLA at Michigan St. MLB BASEBALL 5:05 p.m. TBS — N.L. Championship Series: L.A. Dodgers at Milwaukee, Game 6 (If Necessary) 8:05 p.m. FOX — A.L. Championship Series: Seattle at Toronto, Game 7 (If Necessary) FS1 — A.L. Championship Series: Seattle at Toronto, Game 7 (If Necessary) NFL FOOTBALL 7 p.m. ABC — Tampa Bay at Detroit ESPN — Tampa Bay at Detroit 10 p.m. ESPN — Houston at Seattle NHL HOCKEY 7 p.m. NHLN — Minnesota at NY Rangers SOCCER (MEN'S) 3 p.m. USA — English Premier League: Brentford at West Ham United — [618, 46, 734, 1436]
table-row: Arizona 2 4 0 .333 130 127 — [397, 409, 525, 416]
nhl-west-standings — [396, 1218, 526, 1346]
division-heading: East — [315, 832, 329, 839]
division-heading: West — [314, 890, 330, 897]
mls-east-standings: W L T Pts GF GA Philadelphia 20 7 6 66 57 33 Cincinnati 19 9 5 62 49 43 Inter Miami CF 18 6 8 62 76 53 Charlotte FC 18 13 2 56 55 45 New York City FC 17 11 5 56 49 42 Nashville 16 11 6 54 56 40 Columbus 14 8 11 53 51 45 Chicago 13 11 7 52 66 58 Orlando City 14 8 11 52 55 50 New York 12 14 7 43 49 47 New England 9 15 9 36 44 51 Toronto FC 6 14 13 31 37 44 CF Montréal 6 18 9 27 34 64 Atlanta 5 16 12 27 38 63 D.C. United 5 18 10 25 35 74 — [531, 406, 613, 525]
table-row: Kentucky 9 3-1-0 .750 6-3-3 — [397, 967, 525, 974]
table-row: Portland 11 12 10 43 41 44 — [531, 570, 613, 577]
table-row: Calgary 5 1 4 0 2 11 20 — [397, 1339, 525, 1346]
table-row: Nashville 16 11 6 54 56 40 — [531, 456, 613, 463]
table-row: Chicago 5 2 2 1 5 17 17 — [397, 1255, 525, 1262]
table-row: New Jersey 5 4 1 0 8 19 16 — [397, 1166, 525, 1172]
table-row: Buffalo 4 1 3 0 2 10 13 — [397, 1144, 525, 1151]
column-3 — [252, 46, 392, 1652]
table-row: South Alabama 0 3 60 94 1 6 164 225 — [253, 934, 391, 941]
table-row: Minnesota 5 2 3 0 4 15 18 — [397, 1268, 525, 1275]
prep-soccer-text: REGIONALS BOYS CLASS AAA NORTH REGION Thursday, Oct. 23 No. 9 University at No. 8 Jefferson, TBA No. 10 Preston at No. 7 Spring Mills, TBA Saturday, Oct. 25 University-Jefferson winner at No. 1 Wheeling Park, TBA No. 5 Martinsburg at No. 4 Musselman, TBA Preston-Spring Mills winner at No. 2 Morgantown, TBA No. 6 Hedgesville at No. 3 Washington, TBA Thursday, Oct. 30 Semifinals at highest seed, TBA (winners are state qualifiers) CLASS AAA SOUTH REGION Thursday, Oct. 23 No. 9 Buckhannon-Upshur at No. 8 Parkersburg South, TBA No. 10 Riverside at No. 7 Oak Hill, TBA Saturday, Oct. 25 Buckhannon-Upshur/Parkersburg South winner at No. 1 Woodrow Wilson, TBA No. 5 Cabell Midland at No. 4 George Washington, TBA Riverside-Oak Hill winner at No. 2 Hurricane, 2 p.m. No. 6 Parkersburg at No. 3 Huntington, TBA Thursday, Oct. 30 Semifinals at highest seed, TBA (winners are state qualifiers) CLASS AAA REGION 1 Tuesday, Oct. 21 No. 5 John Marshall at No. 4 North Marion, TBA No. 6 Bridgeport at No. 3 Fairmont Senior, TBA Saturday, Oct. 25 John Marshall-North Marion at No. 1 East Fairmont, TBA Brooke-Fairmont Senior winner at No. 2 Grafton, TBA Wednesday, Oct. 29 Championship, TBA (winner is state qualifier) CLASS AAA REGION 2 Tuesday, Oct. 21 No. 5 Lewis County at No. 4 Weston, TBA No. 6 Keyser at No. 3 Elkins, TBA Saturday, Oct. 25 Lewis County-Hampshire winner at No. 1 Bridgeport, TBA Keyser-Elkins winner at No. 2 Robert C. Byrd, TBA Wednesday, Oct. 29 Championship, TBA (winner is state qualifier) CLASS AAA REGION 3 Tuesday, Oct. 21 No. 8 Nicholas County at No. 1 Greenbrier East, 6:30 p.m. No. 5 Shady Spring at No. 4 Capital, 6:30 p.m. No. 6 Herbert Hoover at No. 3 Ripley, 6:30 p.m. No. 7 Woodrow at No. 2 Princeton, 6:30 p.m. Saturday, Oct. 25 Semifinals at highest seed, 6 p.m. Wednesday, Oct. 29 Championship, TBA (winner is state qualifier) CLASS AAA REGION 4 Tuesday, Oct. 21 No. 9 Lincoln County at No. 8 St. Albans, 6 p.m. Thursday, Oct. 23 Lincoln County-St. Albans winner at No. 1 Nitro, 6 p.m. No. 5 Charleston Catholic at No. 4 Point Pleasant, 6 p.m. No. 7 Chapmanville at No. 2 Winfield, 6 p.m. No. 6 South Charleston at No. 3 Spring Valley, 6 p.m. Saturday, Oct. 25 Semifinals at highest seed, 6 p.m. — [6, 859, 122, 1351]
table-row: Texas Tech 3 0 111 38 6 0 285 73 — [253, 632, 391, 639]
nhl-notes: NOTE: Two points for a win, one point for overtime loss. Top three teams in each division and two wild cards per conference advance to playoffs. Thursday's games Winnipeg 5, Philadelphia 2 Toronto 2, NY Rangers 1, OT New Jersey 2, Florida 1 Montreal 5, Nashville 2, OT Colorado 4, Columbus 1 Ottawa 4, Seattle 3, SO N.Y. Islanders 4, Edmonton 2 Vancouver 5, Dallas 4 Pittsburgh 4, Los Angeles 2 San Jose at Utah Vegas 6, Boston 5 Friday's games Washington 4, Minnesota 1 Detroit 2, Tampa Bay 1, OT Vancouver at Chicago, late San Jose at Utah, late Saturday's games Florida at Buffalo, 1 p.m. N.Y. Islanders at Ottawa, 3 p.m. Edmonton at Detroit, 7 p.m. Minnesota at Philadelphia, 7 p.m. N.Y. Rangers at Montreal, 7 p.m. Nashville at Winnipeg, 7 p.m. Seattle at Toronto, 7 p.m. Tampa Bay at Columbus, 7 p.m. Boston at Colorado, 8 p.m. Carolina at Columbus, 7 p.m. Calgary at Vegas, 10 p.m. Pittsburgh at San Jose, 10 p.m. Sunday's games Vancouver at Washington, 12:30 p.m. Edmonton at Detroit, 3 p.m. Seattle at Philadelphia, 5 p.m. Buffalo at Montreal, 5 p.m. Winnipeg at Calgary, 9:30 p.m. Carolina at Utah, 10 p.m. Monday's games Minnesota at N.Y. Rangers, 7 p.m. Winnipeg at Calgary, 9:30 p.m. Carolina at Utah, 10 p.m. — [530, 46, 609, 355]
sports-tv-listings: SATURDAY, OCTOBER 18 Schedule subject to change and/or blackouts AUSTRALIAN RULES FOOTBALL (WOMEN'S) 4 a.m. FS2 — AFL: St. Kilda at Carlton Midnight FS2 — AFL: Richmond at Collingwood FS2 — AFL: Western at Gold Coast AUTO RACING 12:55 p.m. ESPNEWS — Formula 1: United States Grand Prix, Sprint, Austin, Texas 4 p.m. TRUTV — NASCAR Cup Series: Qualifying, Talladega Superspeedway, Talladega, Ala. 4 p.m. CW — NASCAR Xfinity Series: United Rentals 250, Playoffs — Round of 8, Talladega Superspeedway, Talladega, Ala. 4:55 p.m. ESPNEWS — Formula 1: Qualifying, Circuit of the Americas, Del Valle, Texas 10:30 p.m. FS2 — FIM MotoGP: Australian Grand Prix, Victoria, Australia COLLEGE FOOTBALL Noon ABC — LSU at Vanderbilt ACCN — UConn at Boston College CBSSN — East. Michigan at Bowling Green ESPN — Georgia Tech at Duke ESPN2 — Baylor at TCU ESPNU — Army at Tulane FOX — Washington at Michigan FS1 — Arizona at Houston 12:45 p.m. SECN — Oklahoma at South Carolina 1 p.m. TNT — West Virginia at UCF 3 p.m. BTN — Purdue at Northwestern 3:30 p.m. ABC — Mississippi at Georgia ACCN — Clemson at SMU CBS — Ohio St. at Wisconsin CBSSN — Wyoming at Air Force ESPN — Texas A&M at Arkansas ESPN2 — Oregon St. vs. James Madison FS1 — UNLV at Boise St. PEACOCK — Michigan St. at Indiana 4 p.m. ESPNEWS — Marshall at Texas FOX — Texas Tech at Arizona St. 4:15 p.m. SECN — Mississippi St. at Florida 5 p.m. CW — Washington St. at Virginia 7 p.m. ESPN — Texas at Kentucky FOX — Maryland at UCLA PEACOCK — Penn St. at Iowa 7:30 p.m. ABC — Tennessee at Alabama ACCN — Pittsburgh at Syracuse ESPN2 — Wofford at South Florida FOX — Southern Cal at Notre Dame 7:45 p.m. SECN — Missouri at Auburn 8 p.m. ESPN2 — Cincinnati at Oklahoma St. FOX — Utah at BYU 8 p.m. FS1 — Nevada at New Mexico 10 p.m. CW — Lafayette at Oregon St. 10:30 p.m. ESPN — Florida St. at Stanford COLLEGE SOCCER (WOMEN'S) 10:30 p.m. BTN — Penn St. at Oregon FIGURE SKATING 3:30 p.m. NBC — 2025 ISU Grand Prix of Figure Skating: Grand Prix de France, Angers, France GOLF 3 a.m. GOLF — DP World Tour: DP World India Championship, Third Round, Delhi GC, New Delhi, India 1 p.m. GOLF — PGA Tour Champions: Dominion Energy Charity Classic, Second Round, The Country Club of Virginia, Richmond, Va. — [530, 818, 614, 1556]
table-row: Buffalo 4 2 0 .667 167 127 — [397, 101, 525, 108]
promo-game[interactable]: ■ Ripley at Herbert Hoover — [136, 187, 232, 196]
table-row: 17. North Carolina 108 17 — [397, 827, 525, 834]
table-row: Kansas 2 2 110 109 4 3 227 165 — [253, 675, 391, 682]
table-row: 5. Princeton 288 6 — [397, 753, 525, 760]
table-row: Vancouver 5 3 2 0 6 17 16 — [397, 1314, 525, 1321]
table-row: 3. West Virginia 344 2 — [397, 741, 525, 748]
conference-heading: EASTERN CONFERENCE — [535, 399, 609, 406]
table-row: 14. Indiana 156 10 — [397, 809, 525, 816]
table-row: 25. Kentucky 43 25 — [397, 877, 525, 884]
table-row: Cincinnati 19 9 5 62 49 43 — [531, 418, 613, 425]
section-title: NBA — [530, 754, 614, 770]
division-heading: Atlantic Division — [437, 1087, 485, 1094]
division-standings: W L T Pct PF PA Denver 4 2 0 .667 134 95 L.A. Chargers 4 2 0 .667 137 125 Kansas City 3 3 0 .500 155 126 Las Vegas 2 4 0 .333 103 149 — [397, 215, 525, 246]
table-row: New Orleans 1 5 0 .167 111 160 — [397, 329, 525, 336]
table-row: Houston 9 15 9 36 38 48 — [531, 601, 613, 608]
table-row: Coastal Carolina 2 1 81 85 3 3 158 181 — [253, 851, 391, 858]
table-row: Inter Miami CF 18 6 8 62 76 53 — [531, 425, 613, 438]
table-row: 20. Saint Louis 80 24 — [397, 846, 525, 853]
